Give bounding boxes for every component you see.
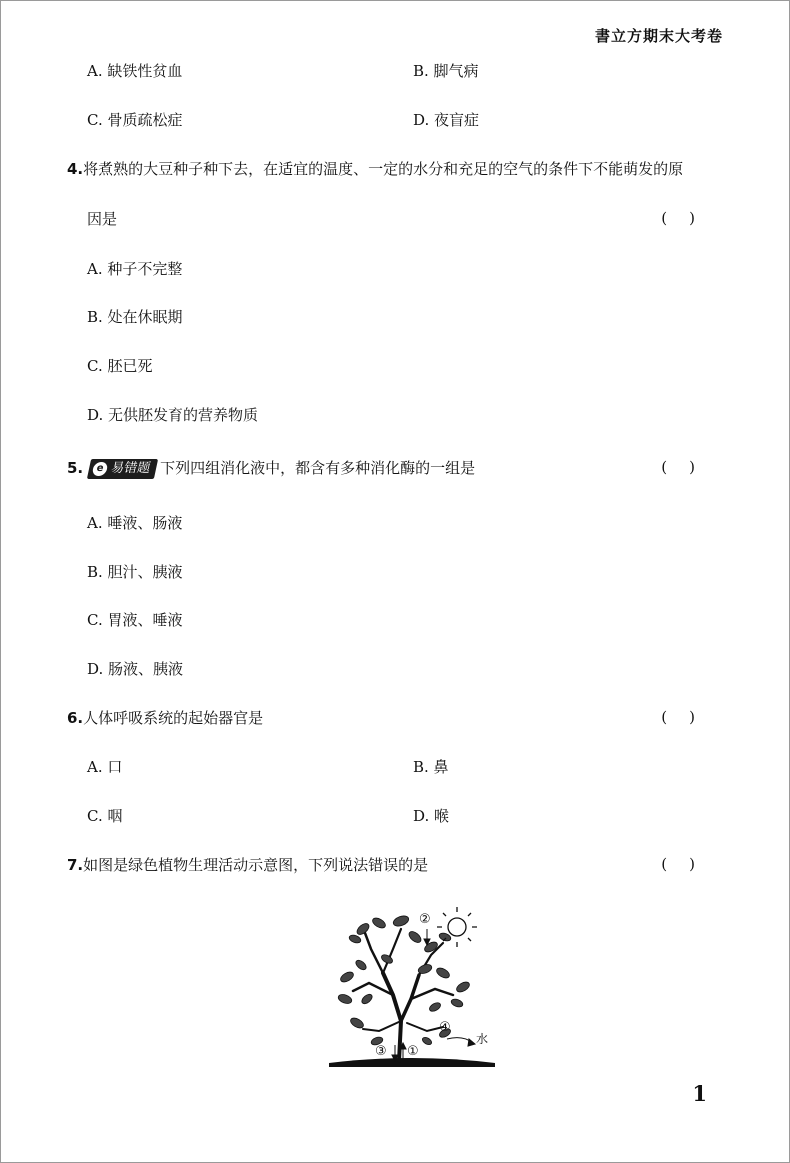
error-prone-label: 易错题: [109, 461, 152, 476]
q4-option-d: D. 无供胚发育的营养物质: [87, 406, 259, 424]
q3-option-d: D. 夜盲症: [413, 111, 480, 129]
q7-number: 7.: [67, 856, 84, 874]
q5-stem: [67, 458, 475, 479]
q7-text: 如图是绿色植物生理活动示意图，下列说法错误的是: [83, 856, 429, 874]
q7-stem: [67, 855, 428, 875]
q3-option-b: B. 脚气病: [413, 62, 479, 80]
error-prone-icon: e: [92, 462, 109, 476]
q5-option-a: A. 唾液、肠液: [87, 514, 183, 532]
q6-text: 人体呼吸系统的起始器官是: [83, 709, 264, 727]
label-1: ①: [407, 1044, 419, 1059]
label-3: ③: [375, 1044, 387, 1059]
q5-answer-blank[interactable]: (): [661, 458, 717, 476]
q5-text: 下列四组消化液中，都含有多种消化酶的一组是: [160, 459, 476, 477]
q5-option-b: B. 胆汁、胰液: [87, 563, 183, 581]
q6-number: 6.: [67, 709, 84, 727]
q4-number: 4.: [67, 160, 84, 178]
q3-option-c: C. 骨质疏松症: [87, 111, 183, 129]
ground-shape: [329, 1058, 495, 1067]
label-2: ②: [419, 912, 431, 927]
plant-physiology-figure: [327, 903, 497, 1069]
page-header: 書立方期末大考卷: [594, 27, 723, 45]
q6-option-d: D. 喉: [413, 807, 450, 825]
q4-option-c: C. 胚已死: [87, 357, 153, 375]
sun-icon: [437, 907, 477, 947]
q4-option-b: B. 处在休眠期: [87, 308, 183, 326]
q7-answer-blank[interactable]: (): [661, 855, 717, 873]
q5-option-c: C. 胃液、唾液: [87, 611, 183, 629]
q4-text-line1: 将煮熟的大豆种子种下去，在适宜的温度、一定的水分和充足的空气的条件下不能萌发的原: [83, 160, 684, 178]
water-label: 水: [476, 1032, 489, 1046]
q6-option-c: C. 咽: [87, 807, 123, 825]
q4-option-a: A. 种子不完整: [87, 260, 183, 278]
q4-text-line2: 因是: [87, 210, 118, 228]
label-4: ④: [439, 1020, 451, 1035]
q4-answer-blank[interactable]: (): [661, 209, 717, 227]
q6-option-b: B. 鼻: [413, 758, 449, 776]
q6-stem: [67, 708, 263, 728]
error-prone-tag: [87, 459, 158, 479]
q6-answer-blank[interactable]: (): [661, 708, 717, 726]
q5-option-d: D. 肠液、胰液: [87, 660, 184, 678]
q4-stem-line1: [67, 159, 683, 179]
q6-option-a: A. 口: [87, 758, 123, 776]
q3-option-a: A. 缺铁性贫血: [87, 62, 183, 80]
page-number: 1: [692, 1081, 707, 1106]
q5-number: 5.: [67, 459, 84, 477]
